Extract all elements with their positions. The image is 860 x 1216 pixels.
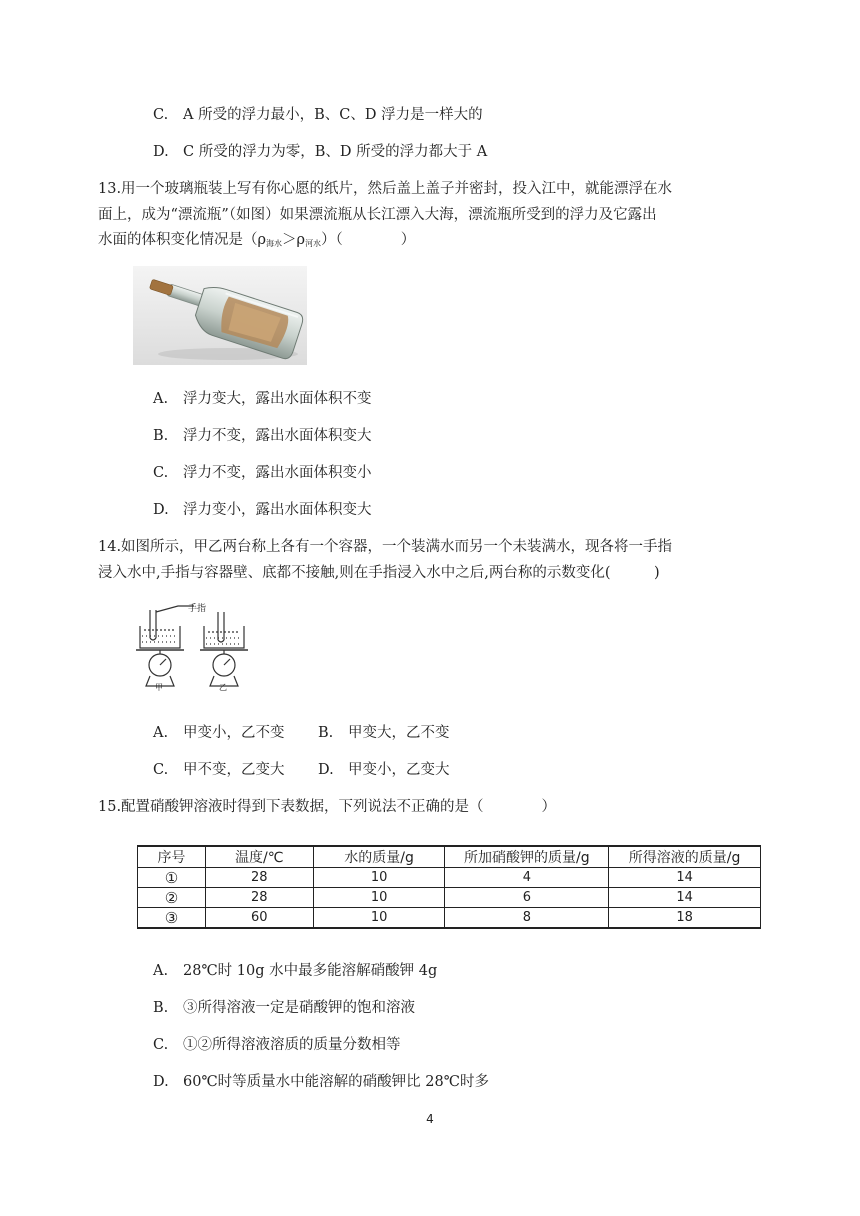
table-header: 序号 [138, 846, 206, 868]
table-row: ② 28 10 6 14 [138, 888, 761, 908]
table-row: ③ 60 10 8 18 [138, 908, 761, 929]
q13-stem-line1: 13.用一个玻璃瓶装上写有你心愿的纸片，然后盖上盖子并密封，投入江中，就能漂浮在水 [98, 181, 673, 197]
q14-stem-line2: 浸入水中,手指与容器壁、底都不接触,则在手指浸入水中之后,两台称的示数变化( ) [98, 565, 660, 581]
q13-stem-line3: 水面的体积变化情况是$(\rho_{海水}>\rho_{河水})$（ ） [98, 232, 416, 248]
q13-option-b: B. 浮力不变，露出水面体积变大 [153, 428, 372, 444]
table-header-row [138, 846, 761, 868]
q15-option-d: D. 60℃时等质量水中能溶解的硝酸钾比 28℃时多 [153, 1074, 489, 1090]
solubility-table [137, 845, 761, 929]
q12-option-d: D. C 所受的浮力为零，B、D 所受的浮力都大于 A [153, 144, 488, 160]
q15-option-a: A. 28℃时 10g 水中最多能溶解硝酸钾 4g [153, 963, 438, 979]
two-scales-diagram [134, 602, 252, 692]
table-header: 温度/℃ [205, 846, 313, 868]
q15-stem: 15.配置硝酸钾溶液时得到下表数据，下列说法不正确的是（ ） [98, 799, 557, 815]
finger-label: 手指 [188, 604, 207, 614]
q14-options-row2: C. 甲不变，乙变大 D. 甲变小，乙变大 [153, 762, 450, 778]
table-header: 水的质量/g [313, 846, 445, 868]
page-number: 4 [426, 1112, 434, 1126]
scale-left-label: 甲 [155, 683, 163, 692]
q15-option-b: B. ③所得溶液一定是硝酸钾的饱和溶液 [153, 1000, 415, 1016]
q13-option-d: D. 浮力变小，露出水面体积变大 [153, 502, 372, 518]
drift-bottle-image [133, 266, 307, 365]
table-header: 所加硝酸钾的质量/g [445, 846, 609, 868]
q13-option-a: A. 浮力变大，露出水面体积不变 [153, 391, 372, 407]
table-row: ① 28 10 4 14 [138, 868, 761, 888]
q14-options-row1: A. 甲变小，乙不变 B. 甲变大，乙不变 [153, 725, 450, 741]
q14-stem-line1: 14.如图所示，甲乙两台称上各有一个容器，一个装满水而另一个未装满水，现各将一手指 [98, 539, 673, 555]
q13-option-c: C. 浮力不变，露出水面体积变小 [153, 465, 372, 481]
q13-stem-line2: 面上，成为“漂流瓶”（如图）如果漂流瓶从长江漂入大海，漂流瓶所受到的浮力及它露出 [98, 207, 657, 223]
table-header: 所得溶液的质量/g [609, 846, 761, 868]
scale-right-label: 乙 [219, 683, 227, 692]
q15-option-c: C. ①②所得溶液溶质的质量分数相等 [153, 1037, 401, 1053]
q12-option-c: C. A 所受的浮力最小，B、C、D 浮力是一样大的 [153, 107, 483, 123]
